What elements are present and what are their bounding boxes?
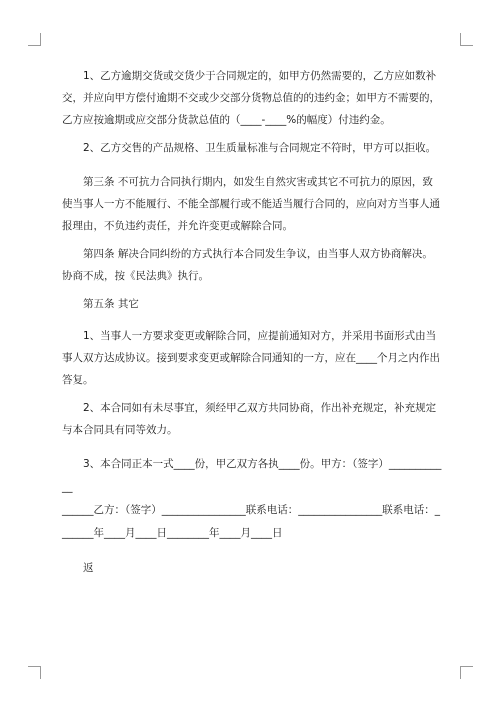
crop-mark-bottom-right (460, 666, 473, 679)
crop-mark-top-right (460, 33, 473, 46)
trailing-text: 返 (83, 562, 94, 574)
paragraph-quality-rejection: 2、乙方交售的产品规格、卫生质量标准与合同规定不符时，甲方可以拒收。 (83, 142, 437, 154)
paragraph-force-majeure: 第三条 不可抗力合同执行期内，如发生自然灾害或其它不可抗力的原因，致使当事人一方不能履行、不能全部履行或不能适当履行合同的，应向对方当事人通报理由，不负违约责任，并允许变更或解除合同。 (62, 176, 440, 232)
paragraph-supplementary-terms: 2、本合同如有未尽事宜，须经甲乙双方共同协商，作出补充规定，补充规定与本合同具有同等效力。 (62, 402, 437, 436)
signature-line-copies: 3、本合同正本一式____份，甲乙双方各执____份。甲方：（签字）____________ (62, 458, 442, 493)
heading-article-five: 第五条 其它 (83, 298, 139, 310)
signature-line-dates: ______年____月____日________年____月____日 (62, 527, 283, 539)
document-body (62, 65, 442, 585)
signature-line-parties: ______乙方：（签字）________________联系电话：________________联系电话：_ (62, 504, 440, 516)
paragraph-late-delivery: 1、乙方逾期交货或交货少于合同规定的，如甲方仍然需要的，乙方应如数补交，并应向甲方偿付逾期不交或少交部分货物总值的的违约金；如甲方不需要的，乙方应按逾期或应交部分货款总值的（____-____%的幅度）付违约金。 (62, 70, 440, 126)
crop-mark-bottom-left (28, 666, 41, 679)
paragraph-dispute-resolution: 第四条 解决合同纠纷的方式执行本合同发生争议，由当事人双方协商解决。协商不成，按《民法典》执行。 (62, 248, 433, 282)
signature-block (62, 453, 442, 545)
crop-mark-top-left (28, 33, 41, 46)
paragraph-contract-change: 1、当事人一方要求变更或解除合同，应提前通知对方，并采用书面形式由当事人双方达成协议。接到要求变更或解除合同通知的一方，应在____个月之内作出答复。 (62, 330, 440, 386)
